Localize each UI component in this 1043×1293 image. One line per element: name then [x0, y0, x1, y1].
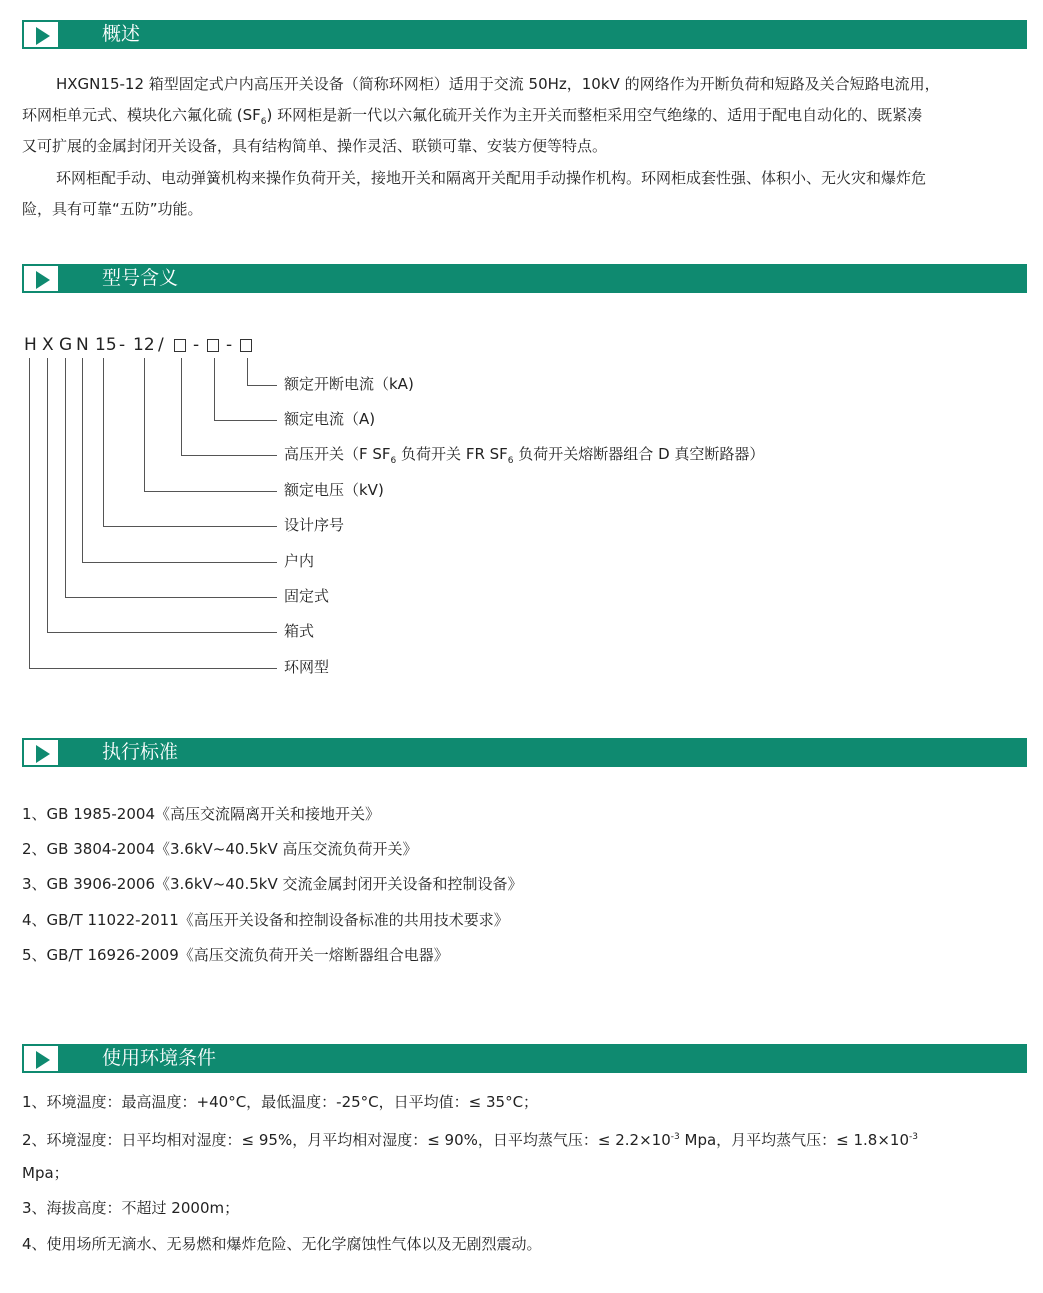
section-header-standards: [22, 738, 1027, 767]
code-char-n: N: [76, 335, 89, 355]
overview-paragraph-1-line2: 环网柜单元式、模块化六氟化硫 $(SF_6)$ 环网柜是新一代以六氟化硫开关作为主开关而整柜采用空气绝缘的、适用于配电自动化的、既紧凑: [22, 106, 923, 127]
label-breaking-current: 额定开断电流（kA): [284, 375, 414, 393]
label-indoor: 户内: [284, 552, 315, 570]
label-ring-main: 环网型: [284, 658, 330, 676]
section-title: 使用环境条件: [102, 1047, 217, 1069]
code-char-15: 15: [95, 335, 117, 355]
section-title: 执行标准: [102, 741, 179, 763]
play-arrow-icon: [22, 20, 60, 49]
list-item: 3、海拔高度：不超过 2000m；: [22, 1199, 240, 1217]
label-design-serial: 设计序号: [284, 516, 345, 534]
list-item: 3、GB 3906-2006《3.6kV~40.5kV 交流金属封闭开关设备和控制设备》: [22, 875, 523, 893]
code-char-dash: -: [193, 335, 200, 355]
section-header-environment: [22, 1044, 1027, 1073]
list-item: 4、使用场所无滴水、无易燃和爆炸危险、无化学腐蚀性气体以及无剧烈震动。: [22, 1235, 542, 1253]
code-char-dash: -: [119, 335, 126, 355]
label-fixed: 固定式: [284, 587, 330, 605]
code-char-x: X: [42, 335, 54, 355]
code-char-g: G: [59, 335, 73, 355]
list-item: 2、环境湿度：日平均相对湿度：≤ 95%，月平均相对湿度：≤ 90%，日平均蒸气压：≤ $2.2\times 10^{-3}$ Mpa，月平均蒸气压：≤ $1.8\times 10^{-3}$: [22, 1131, 918, 1149]
code-char-12: 12: [133, 335, 155, 355]
play-arrow-icon: [22, 738, 60, 767]
list-item: 1、GB 1985-2004《高压交流隔离开关和接地开关》: [22, 805, 380, 823]
play-arrow-icon: [22, 264, 60, 293]
overview-paragraph-1-line3: 又可扩展的金属封闭开关设备，具有结构简单、操作灵活、联锁可靠、安装方便等特点。: [22, 137, 608, 155]
list-item: 1、环境温度：最高温度：+40°C，最低温度：-25°C，日平均值：≤ 35°C；: [22, 1093, 539, 1111]
empty-box-icon: [240, 334, 252, 356]
play-arrow-icon: [22, 1044, 60, 1073]
list-item: 5、GB/T 16926-2009《高压交流负荷开关一熔断器组合电器》: [22, 946, 449, 964]
section-title: 型号含义: [102, 267, 179, 289]
label-hv-switch: 高压开关（F $SF_6$ 负荷开关 FR $SF_6$ 负荷开关熔断器组合 D 真空断路器）: [284, 445, 765, 466]
section-header-model: [22, 264, 1027, 293]
label-box-type: 箱式: [284, 622, 315, 640]
label-rated-current: 额定电流（A): [284, 410, 376, 428]
empty-box-icon: [174, 334, 186, 356]
code-char-slash: /: [158, 335, 164, 355]
section-header-overview: [22, 20, 1027, 49]
code-char-h: H: [24, 335, 37, 355]
list-item: 4、GB/T 11022-2011《高压开关设备和控制设备标准的共用技术要求》: [22, 911, 509, 929]
overview-paragraph-1: HXGN15-12 箱型固定式户内高压开关设备（简称环网柜）适用于交流 50Hz，10kV 的网络作为开断负荷和短路及关合短路电流用，: [56, 75, 940, 93]
empty-box-icon: [207, 334, 219, 356]
overview-paragraph-2-line2: 险，具有可靠“五防”功能。: [22, 200, 203, 218]
overview-paragraph-2: 环网柜配手动、电动弹簧机构来操作负荷开关，接地开关和隔离开关配用手动操作机构。环网柜成套性强、体积小、无火灾和爆炸危: [56, 169, 927, 187]
list-item-continuation: Mpa；: [22, 1164, 69, 1182]
list-item: 2、GB 3804-2004《3.6kV~40.5kV 高压交流负荷开关》: [22, 840, 418, 858]
label-rated-voltage: 额定电压（kV): [284, 481, 384, 499]
section-title: 概述: [102, 23, 141, 45]
code-char-dash: -: [226, 335, 233, 355]
